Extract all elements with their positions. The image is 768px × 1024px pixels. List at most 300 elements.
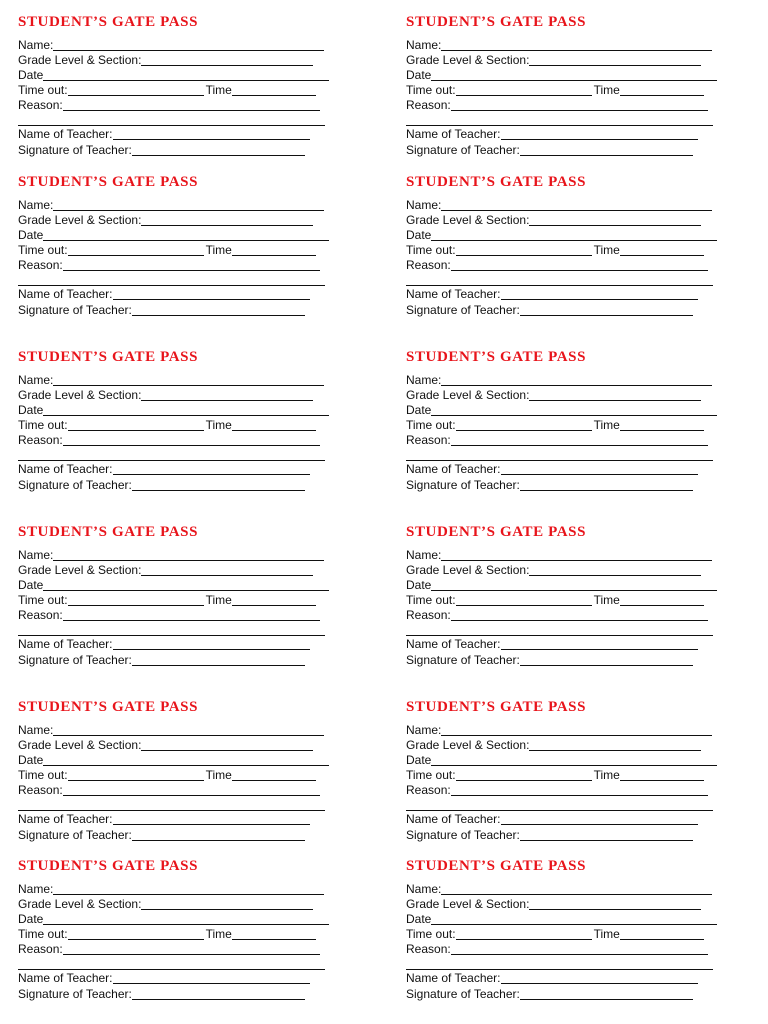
reason-continuation-line[interactable] [406,969,713,970]
grade-section-field[interactable] [406,53,701,67]
time-out-blank[interactable] [456,419,592,431]
name-field[interactable] [406,198,712,212]
teacher-signature-field[interactable] [406,653,693,667]
grade-section-blank[interactable] [141,214,313,226]
reason-continuation-line[interactable] [18,635,325,636]
date-label: Date [18,403,44,417]
time-out-blank[interactable] [456,84,592,96]
reason-field[interactable] [18,258,320,272]
date-field[interactable] [406,68,717,82]
time-out-blank[interactable] [68,419,204,431]
name-blank[interactable] [53,199,324,211]
name-label: Name: [18,882,54,896]
reason-field[interactable] [406,258,708,272]
teacher-name-field[interactable] [406,971,698,985]
name-label: Name: [406,882,442,896]
name-blank[interactable] [441,724,712,736]
date-label: Date [18,68,44,82]
teacher-name-label: Name of Teacher: [406,462,501,476]
teacher-name-blank[interactable] [113,128,310,140]
reason-continuation-line[interactable] [406,635,713,636]
reason-blank[interactable] [63,99,320,111]
grade-section-label: Grade Level & Section: [406,213,530,227]
time-out-label: Time out: [18,418,68,432]
time-field[interactable] [18,418,316,432]
teacher-name-label: Name of Teacher: [18,971,113,985]
time-blank[interactable] [620,928,704,940]
time-field[interactable] [406,927,704,941]
time-blank[interactable] [232,769,316,781]
date-field[interactable] [18,753,329,767]
reason-field[interactable] [18,433,320,447]
date-label: Date [406,68,432,82]
date-blank[interactable] [43,69,329,81]
time-out-label: Time out: [18,593,68,607]
date-label: Date [18,578,44,592]
reason-label: Reason: [18,98,63,112]
teacher-signature-label: Signature of Teacher: [406,303,520,317]
grade-section-field[interactable] [406,897,701,911]
name-label: Name: [406,548,442,562]
time-field[interactable] [406,593,704,607]
reason-continuation-line[interactable] [18,125,325,126]
time-out-label: Time out: [406,593,456,607]
teacher-signature-blank[interactable] [132,479,305,491]
name-label: Name: [406,373,442,387]
time-blank[interactable] [232,244,316,256]
grade-section-field[interactable] [406,388,701,402]
grade-section-blank[interactable] [529,739,701,751]
pass-title: STUDENT’S GATE PASS [406,174,587,190]
grade-section-blank[interactable] [529,564,701,576]
time-label: Time [593,83,620,97]
date-field[interactable] [406,403,717,417]
grade-section-field[interactable] [18,563,313,577]
time-label: Time [205,83,232,97]
grade-section-field[interactable] [18,897,313,911]
name-field[interactable] [18,882,324,896]
date-label: Date [18,753,44,767]
pass-title: STUDENT’S GATE PASS [18,699,199,715]
date-field[interactable] [406,912,717,926]
teacher-name-blank[interactable] [113,813,310,825]
reason-field[interactable] [406,608,708,622]
teacher-signature-blank[interactable] [132,144,305,156]
time-out-blank[interactable] [68,594,204,606]
date-blank[interactable] [43,579,329,591]
grade-section-field[interactable] [18,53,313,67]
grade-section-field[interactable] [406,563,701,577]
name-blank[interactable] [441,39,712,51]
date-blank[interactable] [43,229,329,241]
time-field[interactable] [18,593,316,607]
time-out-label: Time out: [406,83,456,97]
teacher-signature-blank[interactable] [520,144,693,156]
name-label: Name: [18,198,54,212]
teacher-signature-field[interactable] [406,478,693,492]
teacher-name-label: Name of Teacher: [406,287,501,301]
reason-field[interactable] [18,942,320,956]
reason-field[interactable] [406,98,708,112]
reason-continuation-line[interactable] [18,285,325,286]
teacher-name-blank[interactable] [501,463,698,475]
grade-section-label: Grade Level & Section: [406,897,530,911]
reason-blank[interactable] [451,434,708,446]
pass-title: STUDENT’S GATE PASS [18,174,199,190]
teacher-signature-field[interactable] [18,653,305,667]
grade-section-label: Grade Level & Section: [18,388,142,402]
grade-section-field[interactable] [18,388,313,402]
date-label: Date [18,228,44,242]
name-field[interactable] [18,38,324,52]
date-blank[interactable] [431,754,717,766]
time-blank[interactable] [620,594,704,606]
reason-field[interactable] [18,783,320,797]
time-label: Time [593,593,620,607]
reason-field[interactable] [18,98,320,112]
reason-label: Reason: [406,433,451,447]
reason-label: Reason: [406,942,451,956]
teacher-signature-label: Signature of Teacher: [406,987,520,1001]
teacher-signature-field[interactable] [18,828,305,842]
date-label: Date [406,912,432,926]
reason-continuation-line[interactable] [406,285,713,286]
date-field[interactable] [18,912,329,926]
time-label: Time [593,927,620,941]
name-field[interactable] [406,373,712,387]
grade-section-blank[interactable] [141,389,313,401]
grade-section-blank[interactable] [529,214,701,226]
teacher-name-blank[interactable] [501,288,698,300]
time-out-label: Time out: [406,243,456,257]
reason-blank[interactable] [63,434,320,446]
teacher-signature-label: Signature of Teacher: [406,653,520,667]
date-label: Date [406,228,432,242]
teacher-name-label: Name of Teacher: [18,127,113,141]
time-out-label: Time out: [406,768,456,782]
name-field[interactable] [406,882,712,896]
teacher-signature-label: Signature of Teacher: [18,653,132,667]
grade-section-blank[interactable] [141,739,313,751]
time-field[interactable] [406,418,704,432]
teacher-signature-field[interactable] [406,143,693,157]
teacher-name-label: Name of Teacher: [18,287,113,301]
reason-blank[interactable] [451,99,708,111]
teacher-signature-label: Signature of Teacher: [406,143,520,157]
teacher-name-field[interactable] [406,127,698,141]
teacher-name-field[interactable] [406,812,698,826]
time-out-label: Time out: [406,927,456,941]
date-field[interactable] [18,578,329,592]
date-field[interactable] [18,228,329,242]
reason-label: Reason: [18,608,63,622]
time-out-label: Time out: [18,927,68,941]
date-label: Date [406,753,432,767]
time-label: Time [593,418,620,432]
teacher-signature-field[interactable] [18,143,305,157]
teacher-name-blank[interactable] [113,638,310,650]
time-blank[interactable] [620,419,704,431]
time-blank[interactable] [620,769,704,781]
teacher-signature-label: Signature of Teacher: [18,987,132,1001]
teacher-signature-blank[interactable] [132,829,305,841]
name-field[interactable] [18,198,324,212]
time-out-blank[interactable] [456,594,592,606]
reason-field[interactable] [18,608,320,622]
name-blank[interactable] [441,374,712,386]
time-out-blank[interactable] [456,769,592,781]
grade-section-label: Grade Level & Section: [18,53,142,67]
grade-section-label: Grade Level & Section: [18,897,142,911]
date-field[interactable] [406,753,717,767]
teacher-name-field[interactable] [18,287,310,301]
pass-title: STUDENT’S GATE PASS [18,858,199,874]
teacher-name-blank[interactable] [113,288,310,300]
name-field[interactable] [18,548,324,562]
teacher-name-label: Name of Teacher: [406,812,501,826]
teacher-signature-blank[interactable] [520,829,693,841]
teacher-signature-blank[interactable] [520,654,693,666]
reason-continuation-line[interactable] [18,969,325,970]
name-blank[interactable] [441,883,712,895]
reason-field[interactable] [406,783,708,797]
date-blank[interactable] [43,913,329,925]
time-out-blank[interactable] [68,928,204,940]
teacher-signature-label: Signature of Teacher: [18,303,132,317]
date-blank[interactable] [43,404,329,416]
reason-blank[interactable] [63,259,320,271]
reason-label: Reason: [406,258,451,272]
grade-section-blank[interactable] [529,389,701,401]
name-blank[interactable] [53,39,324,51]
time-label: Time [593,768,620,782]
name-label: Name: [406,723,442,737]
teacher-signature-blank[interactable] [520,988,693,1000]
teacher-name-blank[interactable] [501,972,698,984]
teacher-name-blank[interactable] [113,972,310,984]
time-field[interactable] [406,768,704,782]
name-blank[interactable] [441,199,712,211]
teacher-signature-label: Signature of Teacher: [18,143,132,157]
reason-label: Reason: [18,942,63,956]
name-label: Name: [406,38,442,52]
teacher-name-label: Name of Teacher: [406,127,501,141]
reason-label: Reason: [406,98,451,112]
date-blank[interactable] [431,579,717,591]
reason-field[interactable] [406,942,708,956]
teacher-signature-field[interactable] [406,987,693,1001]
teacher-name-field[interactable] [18,812,310,826]
grade-section-blank[interactable] [141,898,313,910]
name-label: Name: [18,373,54,387]
grade-section-field[interactable] [406,738,701,752]
time-field[interactable] [406,243,704,257]
reason-continuation-line[interactable] [18,810,325,811]
pass-title: STUDENT’S GATE PASS [406,524,587,540]
pass-title: STUDENT’S GATE PASS [406,699,587,715]
time-label: Time [205,418,232,432]
reason-blank[interactable] [451,609,708,621]
reason-label: Reason: [18,783,63,797]
teacher-name-label: Name of Teacher: [406,971,501,985]
name-field[interactable] [406,548,712,562]
teacher-signature-blank[interactable] [132,654,305,666]
time-blank[interactable] [232,928,316,940]
teacher-name-field[interactable] [18,637,310,651]
teacher-signature-field[interactable] [18,987,305,1001]
grade-section-blank[interactable] [141,54,313,66]
teacher-name-field[interactable] [18,462,310,476]
teacher-signature-label: Signature of Teacher: [18,478,132,492]
time-out-blank[interactable] [68,769,204,781]
grade-section-label: Grade Level & Section: [406,53,530,67]
date-label: Date [406,578,432,592]
time-blank[interactable] [232,419,316,431]
reason-continuation-line[interactable] [18,460,325,461]
reason-blank[interactable] [451,259,708,271]
grade-section-blank[interactable] [141,564,313,576]
time-field[interactable] [18,243,316,257]
time-label: Time [205,768,232,782]
grade-section-blank[interactable] [529,898,701,910]
name-field[interactable] [18,373,324,387]
date-blank[interactable] [431,913,717,925]
teacher-signature-blank[interactable] [132,988,305,1000]
reason-continuation-line[interactable] [406,810,713,811]
name-blank[interactable] [53,549,324,561]
date-field[interactable] [406,578,717,592]
time-label: Time [205,243,232,257]
reason-blank[interactable] [451,943,708,955]
name-label: Name: [18,723,54,737]
name-blank[interactable] [441,549,712,561]
reason-continuation-line[interactable] [406,125,713,126]
date-label: Date [406,403,432,417]
teacher-signature-label: Signature of Teacher: [406,478,520,492]
reason-blank[interactable] [63,609,320,621]
teacher-name-blank[interactable] [501,813,698,825]
time-blank[interactable] [620,244,704,256]
teacher-name-label: Name of Teacher: [406,637,501,651]
pass-title: STUDENT’S GATE PASS [18,524,199,540]
teacher-name-field[interactable] [406,462,698,476]
grade-section-label: Grade Level & Section: [406,738,530,752]
reason-continuation-line[interactable] [406,460,713,461]
time-field[interactable] [406,83,704,97]
pass-title: STUDENT’S GATE PASS [18,349,199,365]
name-blank[interactable] [53,374,324,386]
reason-blank[interactable] [451,784,708,796]
pass-title: STUDENT’S GATE PASS [18,14,199,30]
name-label: Name: [18,38,54,52]
name-field[interactable] [406,38,712,52]
time-blank[interactable] [620,84,704,96]
teacher-signature-field[interactable] [406,828,693,842]
time-out-blank[interactable] [456,928,592,940]
teacher-signature-label: Signature of Teacher: [406,828,520,842]
reason-label: Reason: [406,783,451,797]
time-out-blank[interactable] [68,84,204,96]
teacher-name-blank[interactable] [501,128,698,140]
name-label: Name: [18,548,54,562]
teacher-name-blank[interactable] [113,463,310,475]
time-label: Time [593,243,620,257]
date-blank[interactable] [43,754,329,766]
teacher-name-field[interactable] [406,637,698,651]
grade-section-label: Grade Level & Section: [18,563,142,577]
pass-title: STUDENT’S GATE PASS [406,349,587,365]
time-label: Time [205,593,232,607]
name-blank[interactable] [53,883,324,895]
reason-label: Reason: [18,258,63,272]
teacher-name-blank[interactable] [501,638,698,650]
date-label: Date [18,912,44,926]
name-field[interactable] [18,723,324,737]
time-out-blank[interactable] [456,244,592,256]
reason-blank[interactable] [63,943,320,955]
teacher-signature-blank[interactable] [520,479,693,491]
time-out-blank[interactable] [68,244,204,256]
time-out-label: Time out: [18,83,68,97]
reason-label: Reason: [406,608,451,622]
date-blank[interactable] [431,69,717,81]
teacher-signature-blank[interactable] [520,304,693,316]
reason-blank[interactable] [63,784,320,796]
time-blank[interactable] [232,84,316,96]
teacher-signature-blank[interactable] [132,304,305,316]
date-field[interactable] [18,68,329,82]
grade-section-label: Grade Level & Section: [18,213,142,227]
reason-field[interactable] [406,433,708,447]
grade-section-label: Grade Level & Section: [18,738,142,752]
time-out-label: Time out: [406,418,456,432]
teacher-name-field[interactable] [18,127,310,141]
grade-section-field[interactable] [18,738,313,752]
teacher-signature-field[interactable] [18,303,305,317]
grade-section-field[interactable] [406,213,701,227]
name-label: Name: [406,198,442,212]
grade-section-label: Grade Level & Section: [406,388,530,402]
time-field[interactable] [18,83,316,97]
teacher-name-field[interactable] [406,287,698,301]
reason-label: Reason: [18,433,63,447]
time-field[interactable] [18,768,316,782]
name-field[interactable] [406,723,712,737]
teacher-name-label: Name of Teacher: [18,637,113,651]
teacher-name-field[interactable] [18,971,310,985]
pass-title: STUDENT’S GATE PASS [406,858,587,874]
name-blank[interactable] [53,724,324,736]
time-blank[interactable] [232,594,316,606]
time-out-label: Time out: [18,243,68,257]
time-label: Time [205,927,232,941]
teacher-signature-field[interactable] [18,478,305,492]
grade-section-blank[interactable] [529,54,701,66]
date-field[interactable] [406,228,717,242]
teacher-signature-label: Signature of Teacher: [18,828,132,842]
date-blank[interactable] [431,229,717,241]
time-out-label: Time out: [18,768,68,782]
date-blank[interactable] [431,404,717,416]
grade-section-label: Grade Level & Section: [406,563,530,577]
time-field[interactable] [18,927,316,941]
teacher-name-label: Name of Teacher: [18,462,113,476]
pass-title: STUDENT’S GATE PASS [406,14,587,30]
teacher-signature-field[interactable] [406,303,693,317]
teacher-name-label: Name of Teacher: [18,812,113,826]
grade-section-field[interactable] [18,213,313,227]
date-field[interactable] [18,403,329,417]
